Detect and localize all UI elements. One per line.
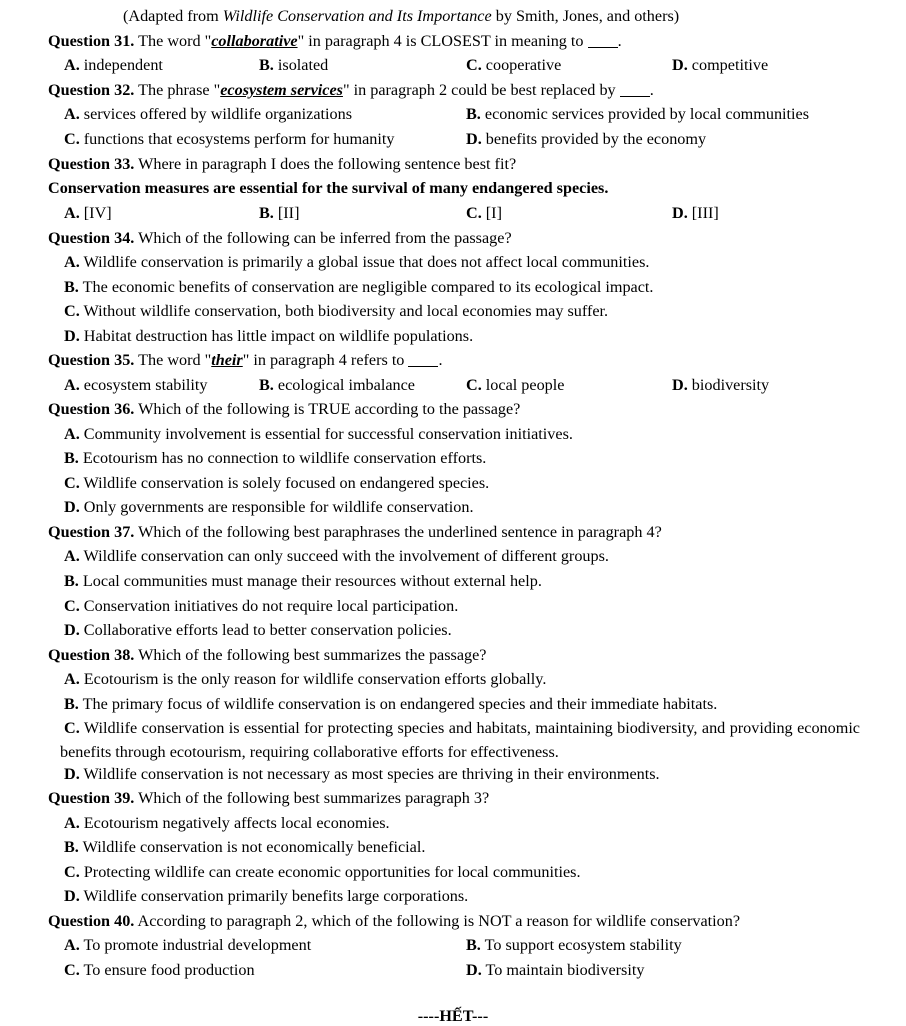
end-marker: ----HẾT--- <box>417 1007 489 1025</box>
source-prefix: (Adapted from <box>123 7 223 25</box>
stem-text: " in paragraph 4 refers to <box>242 351 409 369</box>
option-d[interactable] <box>0 324 906 348</box>
option-a[interactable] <box>64 53 163 77</box>
option-letter: B. <box>64 838 79 856</box>
stem-text: The phrase " <box>134 81 221 99</box>
option-d[interactable] <box>0 884 906 908</box>
option-letter: D. <box>672 376 688 394</box>
option-text: Wildlife conservation is primarily a global issue that does not affect local communities. <box>79 253 650 271</box>
option-b[interactable] <box>466 102 809 126</box>
option-letter: B. <box>259 204 274 222</box>
option-text: [I] <box>481 204 502 222</box>
question-33-sentence: Conservation measures are essential for the survival of many endangered species. <box>48 179 609 197</box>
option-b[interactable] <box>0 835 906 859</box>
question-33-options <box>0 201 906 225</box>
option-text: services offered by wildlife organizations <box>79 105 353 123</box>
option-letter: B. <box>466 936 481 954</box>
option-letter: A. <box>64 814 80 832</box>
option-letter: C. <box>64 961 80 979</box>
option-b[interactable] <box>259 201 299 225</box>
answer-blank <box>620 80 650 97</box>
question-32-options-row2 <box>0 127 906 151</box>
option-letter: D. <box>64 327 80 345</box>
stem-text: . <box>649 81 654 99</box>
option-text: To support ecosystem stability <box>480 936 682 954</box>
option-b[interactable] <box>0 446 906 470</box>
option-text: Conservation initiatives do not require local participation. <box>79 597 459 615</box>
question-31-stem <box>0 29 906 53</box>
option-text: The primary focus of wildlife conservation is on endangered species and their immediate habitats. <box>78 695 718 713</box>
option-letter: B. <box>64 572 79 590</box>
question-40-options-row2 <box>0 958 906 982</box>
option-letter: C. <box>466 376 482 394</box>
option-text: economic services provided by local communities <box>480 105 810 123</box>
option-letter: A. <box>64 56 80 74</box>
option-text: [III] <box>687 204 719 222</box>
question-label: Question 34. <box>48 229 135 247</box>
source-title: Wildlife Conservation and Its Importance <box>222 7 492 25</box>
option-text: Habitat destruction has little impact on wildlife populations. <box>79 327 474 345</box>
option-text: benefits provided by the economy <box>481 130 707 148</box>
option-text: Collaborative efforts lead to better conservation policies. <box>79 621 452 639</box>
stem-text: . <box>438 351 443 369</box>
option-c[interactable] <box>0 860 906 884</box>
option-text: Ecotourism has no connection to wildlife conservation efforts. <box>78 449 487 467</box>
keyword: collaborative <box>211 32 298 50</box>
source-suffix: by Smith, Jones, and others) <box>491 7 680 25</box>
question-32-stem <box>0 78 906 102</box>
question-39-stem <box>0 786 906 810</box>
keyword: ecosystem services <box>220 81 343 99</box>
option-letter: B. <box>259 376 274 394</box>
option-text: Wildlife conservation is not necessary as most species are thriving in their environments. <box>79 765 660 783</box>
option-letter: C. <box>466 56 482 74</box>
option-a[interactable] <box>0 667 906 691</box>
option-text: Community involvement is essential for successful conservation initiatives. <box>79 425 573 443</box>
option-letter: A. <box>64 204 80 222</box>
option-a[interactable] <box>64 102 352 126</box>
option-text: ecological imbalance <box>273 376 415 394</box>
option-letter: B. <box>64 695 79 713</box>
option-letter: D. <box>672 56 688 74</box>
option-c[interactable] <box>64 958 255 982</box>
option-letter: A. <box>64 670 80 688</box>
question-label: Question 39. <box>48 789 135 807</box>
option-b[interactable] <box>0 692 906 716</box>
option-text: biodiversity <box>687 376 770 394</box>
option-d[interactable] <box>0 618 906 642</box>
option-letter: C. <box>64 302 80 320</box>
option-text: To ensure food production <box>79 961 255 979</box>
question-label: Question 35. <box>48 351 135 369</box>
question-35-options <box>0 373 906 397</box>
option-b[interactable] <box>259 373 415 397</box>
option-text: cooperative <box>481 56 562 74</box>
option-a[interactable] <box>64 933 311 957</box>
option-text: Only governments are responsible for wildlife conservation. <box>79 498 474 516</box>
option-a[interactable] <box>0 422 906 446</box>
question-35-stem <box>0 348 906 372</box>
option-c[interactable] <box>0 299 906 323</box>
stem-text: Which of the following best summarizes the passage? <box>134 646 487 664</box>
option-a[interactable] <box>0 250 906 274</box>
option-a[interactable] <box>64 201 112 225</box>
option-letter: B. <box>64 278 79 296</box>
stem-text: The word " <box>134 351 212 369</box>
option-c[interactable] <box>0 594 906 618</box>
option-letter: A. <box>64 376 80 394</box>
option-text: Wildlife conservation is essential for protecting species and habitats, maintaining biodiversity, and providing economic benefits through ecotourism, requiring collaborative efforts for effectiveness. <box>60 719 860 761</box>
question-32-options-row1 <box>0 102 906 126</box>
option-letter: A. <box>64 253 80 271</box>
option-a[interactable] <box>64 373 207 397</box>
question-31-options <box>0 53 906 77</box>
option-c[interactable] <box>466 201 502 225</box>
stem-text: " in paragraph 2 could be best replaced by <box>342 81 620 99</box>
stem-text: . <box>617 32 622 50</box>
stem-text: Which of the following best summarizes paragraph 3? <box>134 789 490 807</box>
option-c[interactable] <box>466 373 564 397</box>
answer-blank <box>588 31 618 48</box>
stem-text: Which of the following can be inferred from the passage? <box>134 229 512 247</box>
option-c[interactable] <box>466 53 561 77</box>
question-label: Question 32. <box>48 81 135 99</box>
option-d[interactable] <box>672 373 769 397</box>
option-c[interactable] <box>0 471 906 495</box>
option-text: [IV] <box>79 204 112 222</box>
question-34-stem <box>0 226 906 250</box>
option-letter: A. <box>64 547 80 565</box>
option-letter: C. <box>64 719 80 737</box>
option-letter: A. <box>64 425 80 443</box>
option-text: Protecting wildlife can create economic opportunities for local communities. <box>79 863 581 881</box>
option-text: Ecotourism negatively affects local economies. <box>79 814 390 832</box>
option-text: Local communities must manage their resources without external help. <box>78 572 542 590</box>
option-b[interactable] <box>259 53 328 77</box>
option-letter: B. <box>64 449 79 467</box>
option-text: independent <box>79 56 163 74</box>
stem-text: Where in paragraph I does the following sentence best fit? <box>134 155 517 173</box>
question-label: Question 31. <box>48 32 135 50</box>
option-c[interactable] <box>64 127 394 151</box>
option-text: competitive <box>687 56 769 74</box>
option-b[interactable] <box>0 569 906 593</box>
source-citation <box>0 4 906 28</box>
option-a[interactable] <box>0 811 906 835</box>
option-c[interactable] <box>60 716 860 764</box>
option-text: To promote industrial development <box>79 936 312 954</box>
option-letter: D. <box>672 204 688 222</box>
stem-text: Which of the following best paraphrases the underlined sentence in paragraph 4? <box>134 523 662 541</box>
option-letter: C. <box>64 863 80 881</box>
option-d[interactable] <box>466 958 644 982</box>
option-letter: D. <box>466 130 482 148</box>
option-letter: D. <box>64 887 80 905</box>
option-b[interactable] <box>466 933 682 957</box>
option-letter: C. <box>64 130 80 148</box>
question-label: Question 33. <box>48 155 135 173</box>
option-text: local people <box>481 376 565 394</box>
option-letter: C. <box>64 474 80 492</box>
option-text: [II] <box>273 204 300 222</box>
option-text: To maintain biodiversity <box>481 961 645 979</box>
stem-text: Which of the following is TRUE according to the passage? <box>134 400 521 418</box>
option-text: isolated <box>273 56 329 74</box>
option-a[interactable] <box>0 544 906 568</box>
option-letter: D. <box>466 961 482 979</box>
option-text: functions that ecosystems perform for humanity <box>79 130 395 148</box>
option-text: Wildlife conservation is not economically beneficial. <box>78 838 426 856</box>
question-label: Question 37. <box>48 523 135 541</box>
option-letter: B. <box>259 56 274 74</box>
option-letter: C. <box>466 204 482 222</box>
option-d[interactable] <box>0 762 906 786</box>
option-letter: A. <box>64 936 80 954</box>
option-text: ecosystem stability <box>79 376 208 394</box>
option-d[interactable] <box>466 127 706 151</box>
question-label: Question 36. <box>48 400 135 418</box>
option-letter: C. <box>64 597 80 615</box>
option-letter: D. <box>64 498 80 516</box>
stem-text: According to paragraph 2, which of the following is NOT a reason for wildlife conservation? <box>134 912 741 930</box>
option-text: Wildlife conservation is solely focused on endangered species. <box>79 474 490 492</box>
option-letter: D. <box>64 765 80 783</box>
stem-text: " in paragraph 4 is CLOSEST in meaning to <box>297 32 588 50</box>
option-text: Ecotourism is the only reason for wildlife conservation efforts globally. <box>79 670 547 688</box>
question-label: Question 40. <box>48 912 135 930</box>
stem-text: The word " <box>134 32 212 50</box>
question-36-stem <box>0 397 906 421</box>
option-letter: D. <box>64 621 80 639</box>
option-text: Wildlife conservation can only succeed with the involvement of different groups. <box>79 547 609 565</box>
option-d[interactable] <box>672 53 768 77</box>
option-d[interactable] <box>672 201 719 225</box>
option-text: Wildlife conservation primarily benefits large corporations. <box>79 887 469 905</box>
option-letter: B. <box>466 105 481 123</box>
option-b[interactable] <box>0 275 906 299</box>
option-text: Without wildlife conservation, both biodiversity and local economies may suffer. <box>79 302 609 320</box>
question-37-stem <box>0 520 906 544</box>
answer-blank <box>408 350 438 367</box>
option-letter: A. <box>64 105 80 123</box>
question-40-stem <box>0 909 906 933</box>
option-d[interactable] <box>0 495 906 519</box>
option-text: The economic benefits of conservation are negligible compared to its ecological impact. <box>78 278 654 296</box>
question-38-stem <box>0 643 906 667</box>
keyword: their <box>211 351 243 369</box>
question-33-stem <box>0 152 906 176</box>
question-40-options-row1 <box>0 933 906 957</box>
question-label: Question 38. <box>48 646 135 664</box>
